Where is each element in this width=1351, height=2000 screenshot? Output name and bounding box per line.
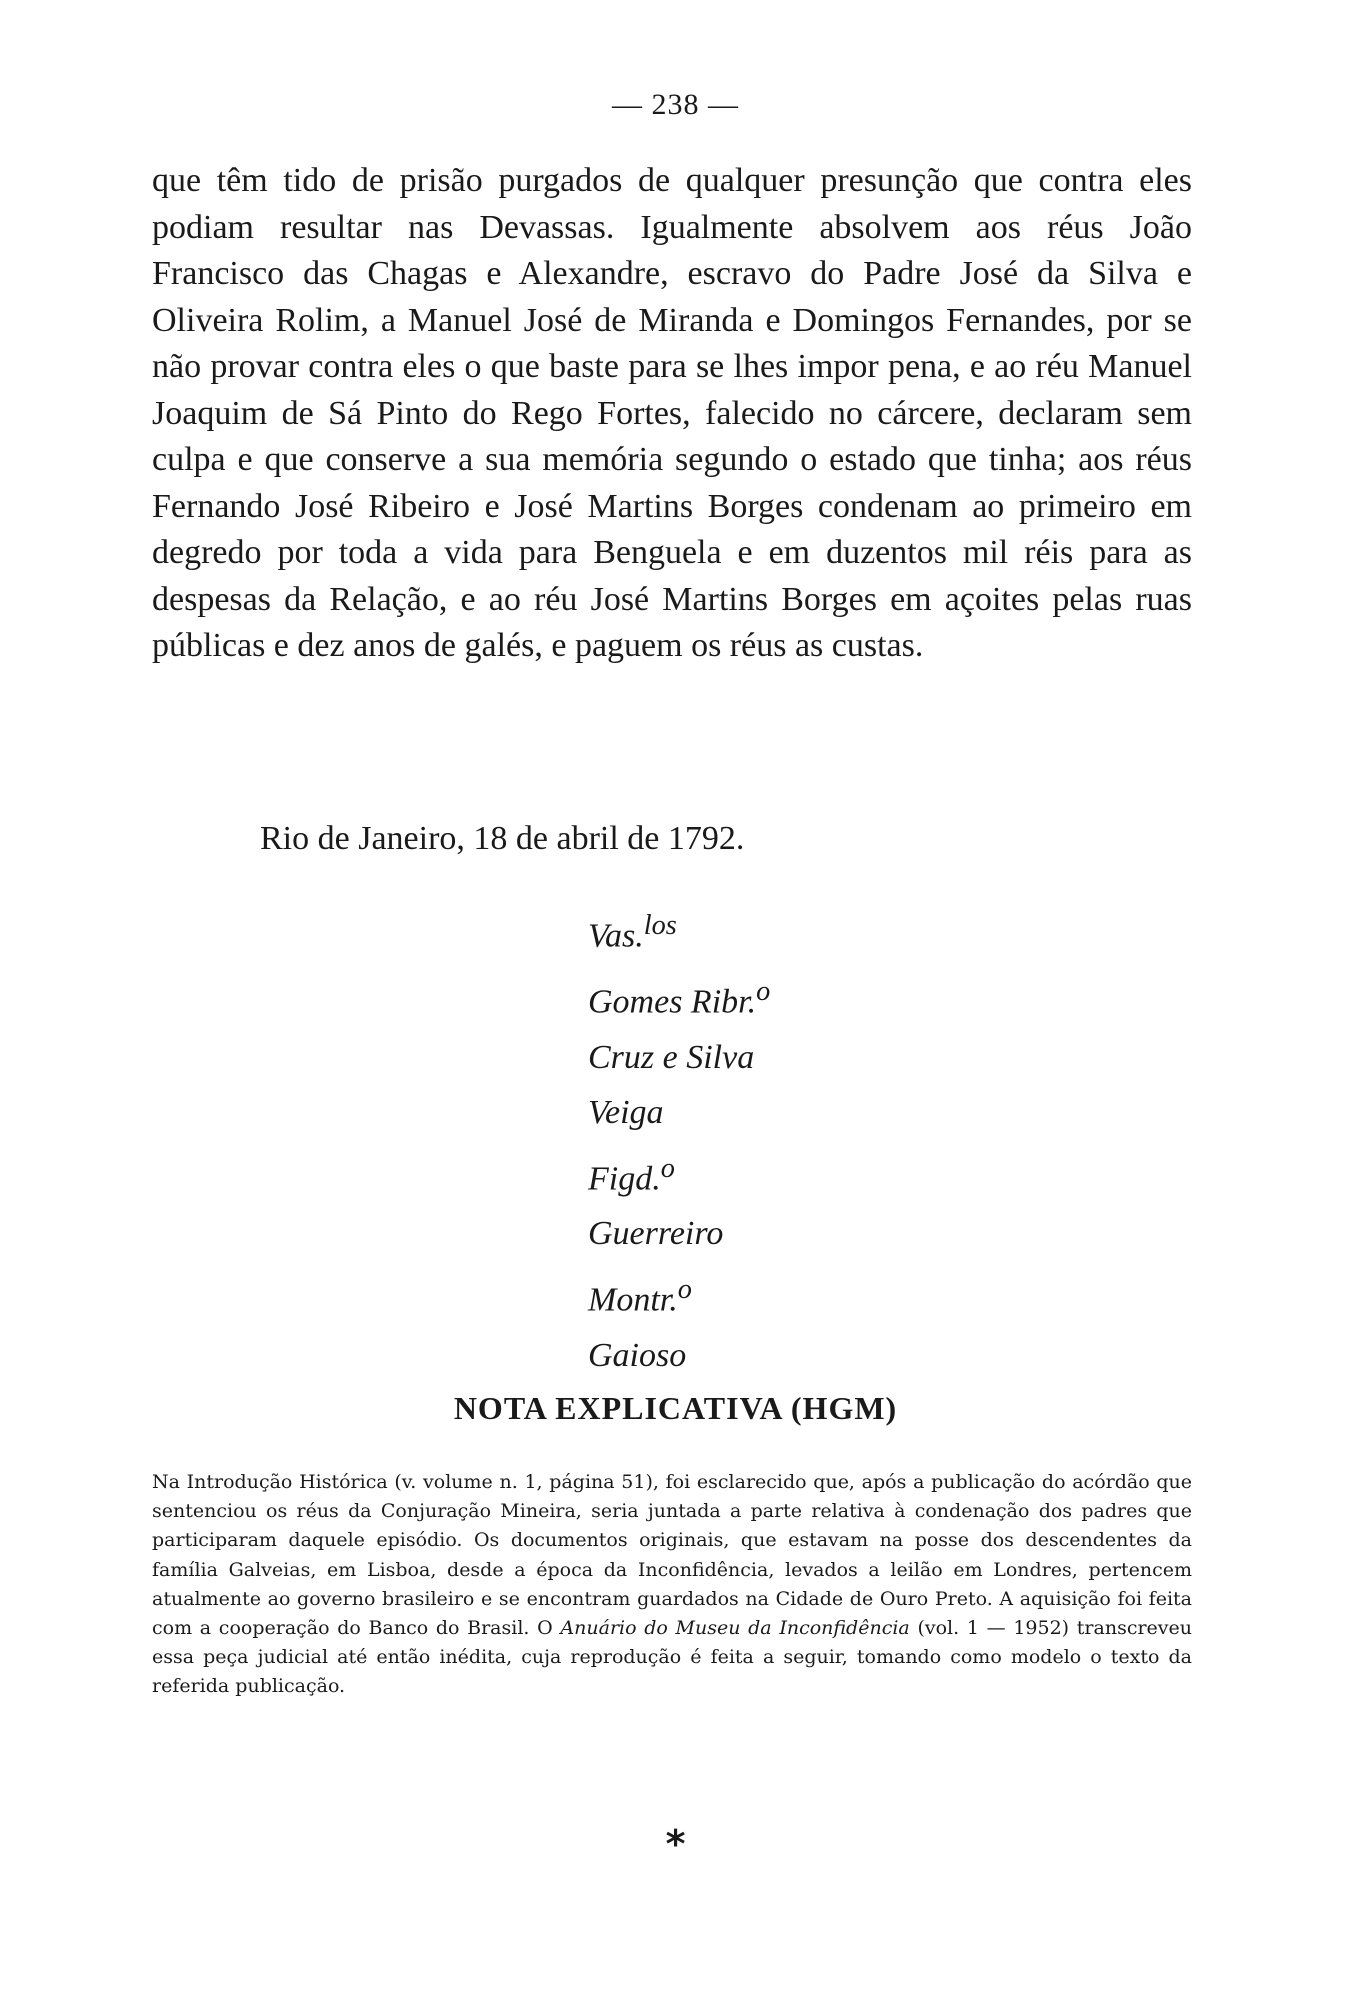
signature: Veiga [588,1094,664,1132]
note-text [152,1468,1192,1702]
note-text-part: Na Introdução Histórica (v. volume n. 1, página 51), foi esclarecido que, após a publicação do acórdão que sentenciou os réus da Conjuração Mineira, seria juntada a parte relativa à condenação dos padres que participaram daquele episódio. Os documentos originais, que estavam na posse dos descendentes da família Galveias, em Lisboa, desde a época da Inconfidência, levados a leilão em Londres, pertencem atualmente ao governo brasileiro e se encontram guardados na Cidade de Ouro Preto. A aquisição foi feita com a cooperação do Banco do Brasil. O [152,1471,1192,1640]
end-asterisk: * [665,1822,686,1866]
page-number: — 238 — [612,88,739,121]
sentence-text: que têm tido de prisão purgados de qualquer presunção que contra eles podiam resultar nas Devassas. Igualmente absolvem aos réus João Francisco das Chagas e Alexandre, escravo do Padre José da Silva e Oliveira Rolim, a Manuel José de Miranda e Domingos Fernandes, por se não provar contra eles o que baste para se lhes impor pena, e ao réu Manuel Joaquim de Sá Pinto do Rego Fortes, falecido no cárcere, declaram sem culpa e que conserve a sua memória segundo o estado que tinha; aos réus Fernando José Ribeiro e José Martins Borges condenam ao primeiro em degredo por toda a vida para Benguela e em duzentos mil réis para as despesas da Relação, e ao réu José Martins Borges em açoites pelas ruas públicas e dez anos de galés, e paguem os réus as custas. [152,162,1192,664]
signature-list [588,898,770,1383]
signature: Gaioso [588,1336,687,1374]
signature: Cruz e Silva [588,1038,755,1076]
signature: Vas.$^{los}$ [588,910,677,955]
note-heading: NOTA EXPLICATIVA (HGM) [453,1390,898,1426]
signature: Gomes Ribr.$^o$ [588,975,771,1021]
signature: Montr.$^o$ [588,1273,692,1319]
publication-title: Anuário do Museu da Inconfidência [560,1617,910,1640]
signature: Figd.$^o$ [588,1152,675,1197]
dateline: Rio de Janeiro, 18 de abril de 1792. [260,820,745,857]
signature: Guerreiro [588,1215,724,1253]
note-text-part: (vol. 1 — 1952) transcreveu essa peça judicial até então inédita, cuja reprodução é feita a seguir, tomando como modelo o texto da referida publicação. [152,1617,1193,1698]
